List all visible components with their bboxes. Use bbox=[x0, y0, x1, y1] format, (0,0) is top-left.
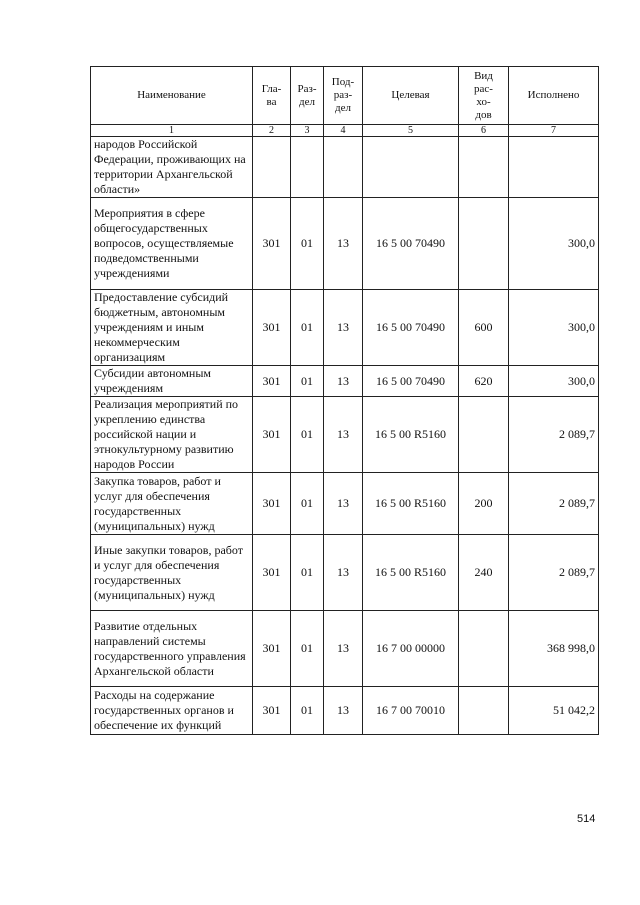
row-razdel: 01 bbox=[291, 198, 324, 290]
row-celevaya: 16 7 00 00000 bbox=[363, 611, 459, 687]
row-celevaya: 16 5 00 70490 bbox=[363, 290, 459, 366]
row-ispolneno: 2 089,7 bbox=[509, 473, 599, 535]
row-ispolneno: 300,0 bbox=[509, 290, 599, 366]
column-number: 3 bbox=[291, 125, 324, 137]
header-name: Наименование bbox=[91, 67, 253, 125]
row-razdel bbox=[291, 137, 324, 198]
row-glava: 301 bbox=[253, 366, 291, 397]
row-ispolneno: 2 089,7 bbox=[509, 535, 599, 611]
row-name: Субсидии автономным учреждениям bbox=[91, 366, 253, 397]
row-glava: 301 bbox=[253, 687, 291, 735]
table-row bbox=[91, 473, 599, 535]
row-vid bbox=[459, 397, 509, 473]
row-celevaya: 16 5 00 R5160 bbox=[363, 535, 459, 611]
column-number: 5 bbox=[363, 125, 459, 137]
page-number: 514 bbox=[577, 813, 596, 825]
row-name: Предоставление субсидий бюджетным, автономным учреждениям и иным некоммерческим организациям bbox=[91, 290, 253, 366]
row-razdel: 01 bbox=[291, 535, 324, 611]
row-razdel: 01 bbox=[291, 611, 324, 687]
row-name: Расходы на содержание государственных органов и обеспечение их функций bbox=[91, 687, 253, 735]
row-celevaya: 16 5 00 R5160 bbox=[363, 473, 459, 535]
header-glava bbox=[253, 67, 291, 125]
table-row bbox=[91, 535, 599, 611]
row-ispolneno: 300,0 bbox=[509, 198, 599, 290]
row-name: Закупка товаров, работ и услуг для обеспечения государственных (муниципальных) нужд bbox=[91, 473, 253, 535]
header-podrazdel-text: Под- раз- дел bbox=[331, 76, 355, 114]
column-number-row bbox=[91, 125, 599, 137]
column-number: 7 bbox=[509, 125, 599, 137]
header-podrazdel bbox=[324, 67, 363, 125]
row-podrazdel: 13 bbox=[324, 290, 363, 366]
row-vid bbox=[459, 137, 509, 198]
table-row bbox=[91, 687, 599, 735]
row-ispolneno bbox=[509, 137, 599, 198]
table-row bbox=[91, 397, 599, 473]
row-glava: 301 bbox=[253, 473, 291, 535]
table-row bbox=[91, 366, 599, 397]
column-number: 4 bbox=[324, 125, 363, 137]
row-podrazdel bbox=[324, 137, 363, 198]
row-vid bbox=[459, 611, 509, 687]
header-ispolneno: Исполнено bbox=[509, 67, 599, 125]
row-podrazdel: 13 bbox=[324, 198, 363, 290]
row-name: Развитие отдельных направлений системы государственного управления Архангельской области bbox=[91, 611, 253, 687]
row-glava: 301 bbox=[253, 290, 291, 366]
row-celevaya: 16 5 00 R5160 bbox=[363, 397, 459, 473]
row-vid bbox=[459, 198, 509, 290]
row-celevaya: 16 7 00 70010 bbox=[363, 687, 459, 735]
row-vid: 240 bbox=[459, 535, 509, 611]
row-podrazdel: 13 bbox=[324, 611, 363, 687]
row-podrazdel: 13 bbox=[324, 366, 363, 397]
row-razdel: 01 bbox=[291, 366, 324, 397]
row-vid: 620 bbox=[459, 366, 509, 397]
column-number: 6 bbox=[459, 125, 509, 137]
row-celevaya: 16 5 00 70490 bbox=[363, 366, 459, 397]
row-celevaya: 16 5 00 70490 bbox=[363, 198, 459, 290]
row-podrazdel: 13 bbox=[324, 473, 363, 535]
header-razdel-text: Раз- дел bbox=[297, 82, 317, 108]
row-glava bbox=[253, 137, 291, 198]
row-glava: 301 bbox=[253, 397, 291, 473]
row-ispolneno: 368 998,0 bbox=[509, 611, 599, 687]
row-name: народов Российской Федерации, проживающих на территории Архангельской области» bbox=[91, 137, 253, 198]
row-razdel: 01 bbox=[291, 687, 324, 735]
row-podrazdel: 13 bbox=[324, 397, 363, 473]
row-name: Реализация мероприятий по укреплению единства российской нации и этнокультурному развитию народов России bbox=[91, 397, 253, 473]
row-razdel: 01 bbox=[291, 290, 324, 366]
header-row bbox=[91, 67, 599, 125]
header-vid bbox=[459, 67, 509, 125]
row-glava: 301 bbox=[253, 535, 291, 611]
column-number: 1 bbox=[91, 125, 253, 137]
row-ispolneno: 2 089,7 bbox=[509, 397, 599, 473]
budget-table bbox=[90, 66, 599, 735]
row-vid: 200 bbox=[459, 473, 509, 535]
row-glava: 301 bbox=[253, 611, 291, 687]
table-row bbox=[91, 198, 599, 290]
header-celevaya: Целевая bbox=[363, 67, 459, 125]
row-name: Иные закупки товаров, работ и услуг для обеспечения государственных (муниципальных) нужд bbox=[91, 535, 253, 611]
row-podrazdel: 13 bbox=[324, 535, 363, 611]
row-ispolneno: 51 042,2 bbox=[509, 687, 599, 735]
row-ispolneno: 300,0 bbox=[509, 366, 599, 397]
column-number: 2 bbox=[253, 125, 291, 137]
table-row bbox=[91, 611, 599, 687]
row-vid bbox=[459, 687, 509, 735]
table-row bbox=[91, 290, 599, 366]
row-razdel: 01 bbox=[291, 473, 324, 535]
header-glava-text: Гла- ва bbox=[261, 82, 282, 108]
row-podrazdel: 13 bbox=[324, 687, 363, 735]
row-vid: 600 bbox=[459, 290, 509, 366]
header-vid-text: Вид рас- хо- дов bbox=[474, 69, 493, 121]
row-name: Мероприятия в сфере общегосударственных вопросов, осуществляемые подведомственными учреждениями bbox=[91, 198, 253, 290]
header-razdel bbox=[291, 67, 324, 125]
table-row bbox=[91, 137, 599, 198]
row-celevaya bbox=[363, 137, 459, 198]
row-glava: 301 bbox=[253, 198, 291, 290]
row-razdel: 01 bbox=[291, 397, 324, 473]
